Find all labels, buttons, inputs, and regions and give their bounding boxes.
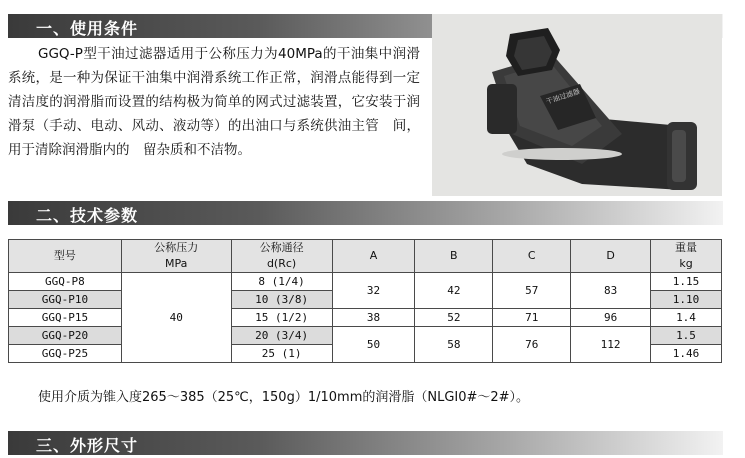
cell-model: GGQ-P15 xyxy=(9,309,122,327)
cell-c: 71 xyxy=(493,309,571,327)
section-header-specs xyxy=(8,201,723,225)
col-weight-unit: kg xyxy=(679,257,693,270)
col-pressure xyxy=(121,240,231,273)
cell-d: 112 xyxy=(571,327,651,363)
col-c: C xyxy=(493,240,571,273)
cell-weight: 1.4 xyxy=(651,309,722,327)
cell-weight: 1.10 xyxy=(651,291,722,309)
cell-model: GGQ-P10 xyxy=(9,291,122,309)
cell-weight: 1.46 xyxy=(651,345,722,363)
cell-model: GGQ-P25 xyxy=(9,345,122,363)
photo-label: 干油过滤器 xyxy=(545,87,581,106)
col-pressure-label: 公称压力 xyxy=(154,241,199,254)
section-title: 一、使用条件 xyxy=(36,19,139,38)
section-title: 二、技术参数 xyxy=(36,206,139,225)
cell-dn: 10 (3/8) xyxy=(231,291,332,309)
cell-weight: 1.15 xyxy=(651,273,722,291)
cell-a: 32 xyxy=(332,273,415,309)
col-d: D xyxy=(571,240,651,273)
filter-photo-icon xyxy=(432,14,722,196)
spec-table xyxy=(8,239,722,363)
col-weight xyxy=(651,240,722,273)
cell-a: 38 xyxy=(332,309,415,327)
col-diameter-unit: d(Rc) xyxy=(266,257,297,270)
cell-weight: 1.5 xyxy=(651,327,722,345)
cell-d: 83 xyxy=(571,273,651,309)
table-row xyxy=(9,309,722,327)
table-header-row xyxy=(9,240,722,273)
cell-b: 52 xyxy=(415,309,493,327)
section-header-dimensions xyxy=(8,431,723,455)
table-row xyxy=(9,273,722,291)
cell-c: 57 xyxy=(493,273,571,309)
cell-dn: 20 (3/4) xyxy=(231,327,332,345)
cell-dn: 15 (1/2) xyxy=(231,309,332,327)
cell-d: 96 xyxy=(571,309,651,327)
col-pressure-unit: MPa xyxy=(165,257,188,270)
cell-b: 58 xyxy=(415,327,493,363)
cell-model: GGQ-P8 xyxy=(9,273,122,291)
intro-paragraph: GGQ-P型干油过滤器适用于公称压力为40MPa的干油集中润滑系统，是一种为保证干油集中润滑系统工作正常，润滑点能得到一定清洁度的润滑脂而设置的结构极为简单的网式过滤装置，它安装于润滑泵（手动、电动、风动、液动等）的出油口与系统供油主管 间，用于清除润滑脂内的 留杂质和不洁物。 xyxy=(8,46,420,158)
cell-dn: 8 (1/4) xyxy=(231,273,332,291)
col-b: B xyxy=(415,240,493,273)
product-photo xyxy=(432,14,722,196)
cell-b: 42 xyxy=(415,273,493,309)
col-model: 型号 xyxy=(9,240,122,273)
col-a: A xyxy=(332,240,415,273)
medium-note: 使用介质为锥入度265～385（25℃，150g）1/10mm的润滑脂（NLGI0#～2#）。 xyxy=(38,390,530,405)
cell-c: 76 xyxy=(493,327,571,363)
col-diameter xyxy=(231,240,332,273)
section-title: 三、外形尺寸 xyxy=(36,436,139,455)
col-weight-label: 重量 xyxy=(675,241,697,254)
cell-pressure: 40 xyxy=(121,273,231,363)
cell-model: GGQ-P20 xyxy=(9,327,122,345)
cell-a: 50 xyxy=(332,327,415,363)
col-diameter-label: 公称通径 xyxy=(259,241,304,254)
cell-dn: 25 (1) xyxy=(231,345,332,363)
table-row xyxy=(9,327,722,345)
usage-description xyxy=(8,42,420,162)
